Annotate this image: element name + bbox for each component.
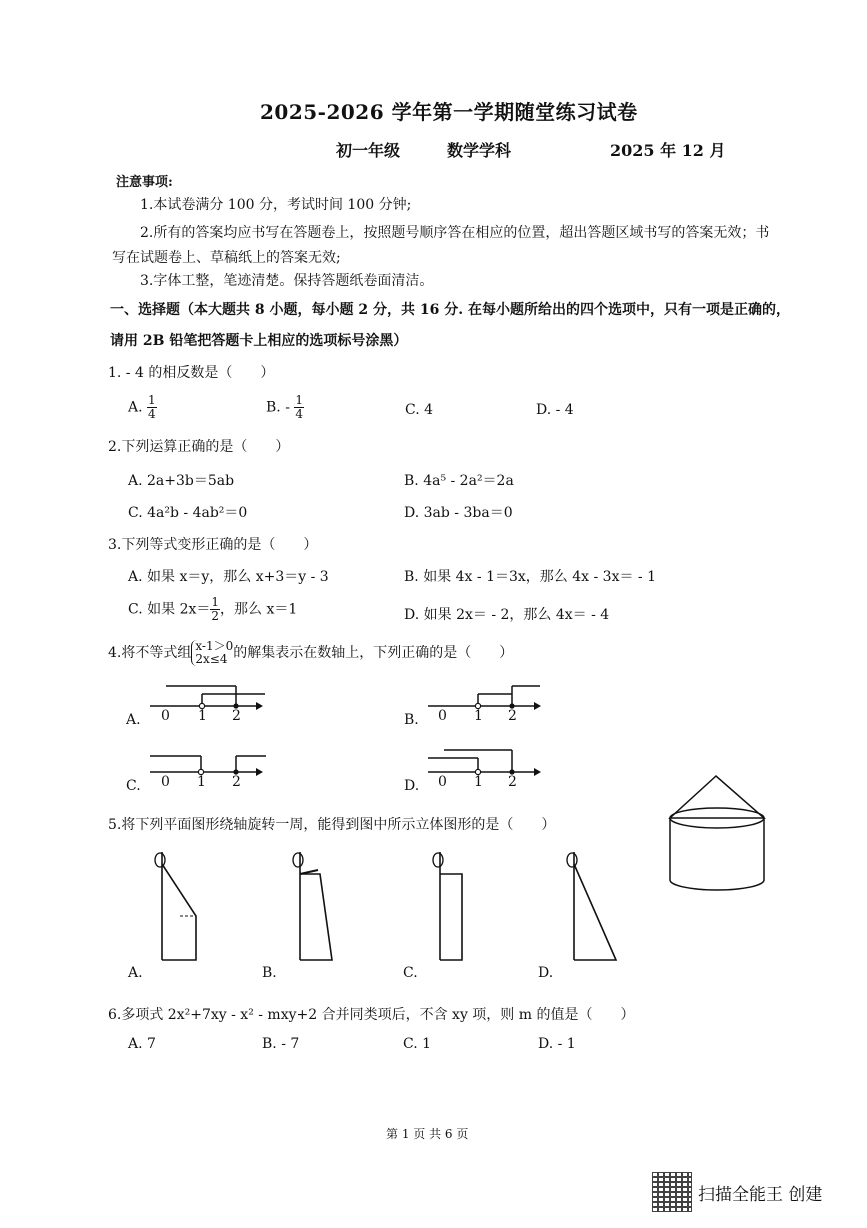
q6-option-b: B. - 7 bbox=[262, 1036, 300, 1052]
exam-title: 2025-2026 学年第一学期随堂练习试卷 bbox=[260, 100, 638, 124]
q2-option-b: B. 4a⁵ - 2a²＝2a bbox=[404, 473, 514, 489]
note-item: 1.本试卷满分 100 分，考试时间 100 分钟; bbox=[140, 197, 412, 213]
q3-option-d: D. 如果 2x＝ - 2，那么 4x＝ - 4 bbox=[404, 607, 610, 623]
tick-label: 1 bbox=[474, 708, 483, 724]
q4-stem: 4.将不等式组 x-1＞0 2x≤4 的解集表示在数轴上，下列正确的是（ ） bbox=[108, 639, 514, 666]
q4-label-a: A. bbox=[126, 712, 141, 728]
q1-option-b: B. - $\frac{1}{4}$ bbox=[266, 393, 304, 421]
grade-label: 初一年级 bbox=[336, 141, 401, 160]
qr-code-icon bbox=[652, 1172, 692, 1212]
q3-option-c: C. 如果 2x＝ $\frac{1}{2}$ ，那么 x＝1 bbox=[128, 595, 298, 623]
q3-option-b: B. 如果 4x - 1＝3x，那么 4x - 3x＝ - 1 bbox=[404, 569, 657, 585]
q5-figure-c bbox=[428, 850, 478, 965]
tick-label: 0 bbox=[438, 708, 447, 724]
q1-stem: 1. - 4 的相反数是（ ） bbox=[108, 365, 275, 381]
q6-option-d: D. - 1 bbox=[538, 1036, 576, 1052]
q4-label-b: B. bbox=[404, 712, 419, 728]
note-item: 3.字体工整，笔迹清楚。保持答题纸卷面清洁。 bbox=[140, 273, 434, 289]
tick-label: 0 bbox=[161, 708, 170, 724]
q1-option-d: D. - 4 bbox=[536, 402, 574, 418]
section-heading-cont: 请用 2B 铅笔把答题卡上相应的选项标号涂黑） bbox=[110, 333, 408, 349]
tick-label: 2 bbox=[508, 774, 517, 790]
tick-label: 2 bbox=[508, 708, 517, 724]
note-item: 2.所有的答案均应书写在答题卷上，按照题号顺序答在相应的位置，超出答题区域书写的答案无效；书 bbox=[140, 225, 770, 241]
fraction: $\frac{1}{2}$ bbox=[211, 595, 220, 623]
notes-heading: 注意事项: bbox=[116, 175, 173, 190]
fraction: $\frac{1}{4}$ bbox=[148, 393, 156, 421]
cone-cylinder-solid bbox=[668, 772, 768, 898]
q1-option-a: A. $\frac{1}{4}$ bbox=[128, 393, 156, 421]
q2-stem: 2.下列运算正确的是（ ） bbox=[108, 439, 290, 455]
q2-option-a: A. 2a+3b＝5ab bbox=[128, 473, 235, 489]
scanner-watermark: 扫描全能王 创建 bbox=[698, 1185, 823, 1205]
subject-label: 数学学科 bbox=[447, 141, 512, 160]
q5-figure-d bbox=[562, 850, 622, 965]
q1-option-c: C. 4 bbox=[405, 402, 434, 418]
fraction: $\frac{1}{4}$ bbox=[295, 393, 304, 421]
tick-label: 1 bbox=[198, 708, 207, 724]
q5-label-a: A. bbox=[128, 965, 143, 981]
q6-stem: 6.多项式 2x²+7xy - x² - mxy+2 合并同类项后，不含 xy 项，则 m 的值是（ ） bbox=[108, 1007, 635, 1023]
q5-label-c: C. bbox=[403, 965, 418, 981]
tick-label: 1 bbox=[474, 774, 483, 790]
q4-label-d: D. bbox=[404, 778, 420, 794]
q5-figure-a bbox=[150, 850, 200, 965]
q3-option-a: A. 如果 x＝y，那么 x+3＝y - 3 bbox=[128, 569, 329, 585]
q2-option-c: C. 4a²b - 4ab²＝0 bbox=[128, 505, 248, 521]
date-label: 2025 年 12 月 bbox=[610, 141, 726, 160]
q6-option-a: A. 7 bbox=[128, 1036, 156, 1052]
note-item: 写在试题卷上、草稿纸上的答案无效; bbox=[112, 250, 341, 266]
tick-label: 2 bbox=[232, 708, 241, 724]
q5-label-d: D. bbox=[538, 965, 554, 981]
q2-option-d: D. 3ab - 3ba＝0 bbox=[404, 505, 513, 521]
q5-stem: 5.将下列平面图形绕轴旋转一周，能得到图中所示立体图形的是（ ） bbox=[108, 817, 556, 833]
q3-stem: 3.下列等式变形正确的是（ ） bbox=[108, 537, 318, 553]
q5-figure-b bbox=[288, 850, 338, 965]
tick-label: 1 bbox=[197, 774, 206, 790]
page-number: 第 1 页 共 6 页 bbox=[386, 1127, 469, 1141]
tick-label: 0 bbox=[161, 774, 170, 790]
q4-label-c: C. bbox=[126, 778, 141, 794]
q6-option-c: C. 1 bbox=[403, 1036, 432, 1052]
section-heading: 一、选择题（本大题共 8 小题，每小题 2 分，共 16 分. 在每小题所给出的四个选项中，只有一项是正确的， bbox=[110, 302, 790, 318]
inequality-system: x-1＞0 2x≤4 bbox=[191, 640, 233, 666]
tick-label: 2 bbox=[232, 774, 241, 790]
q5-label-b: B. bbox=[262, 965, 277, 981]
tick-label: 0 bbox=[438, 774, 447, 790]
